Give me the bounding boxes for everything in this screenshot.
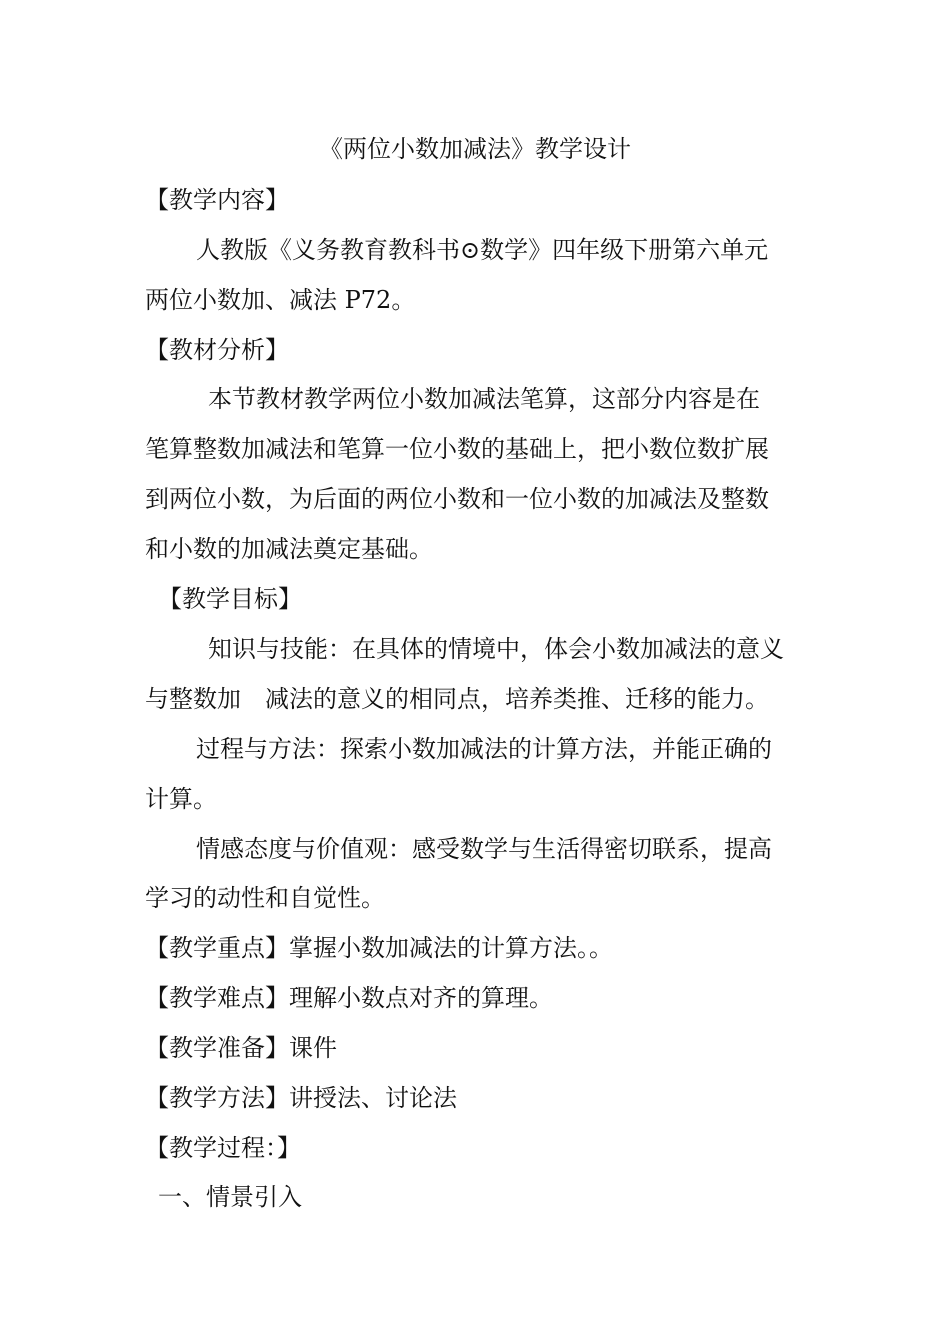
content-line-2: 两位小数加、减法 P72。 bbox=[145, 286, 416, 314]
analysis-line-2: 笔算整数加减法和笔算一位小数的基础上，把小数位数扩展 bbox=[145, 435, 769, 463]
analysis-line-3: 到两位小数，为后面的两位小数和一位小数的加减法及整数 bbox=[145, 485, 769, 513]
goals-emotion-line-1: 情感态度与价值观：感受数学与生活得密切联系，提高 bbox=[196, 835, 772, 863]
goals-process-line-1: 过程与方法：探索小数加减法的计算方法，并能正确的 bbox=[196, 735, 772, 763]
goals-process-line-2: 计算。 bbox=[145, 785, 217, 813]
content-heading: 【教学内容】 bbox=[145, 186, 289, 214]
goals-emotion-line-2: 学习的动性和自觉性。 bbox=[145, 884, 385, 912]
goals-knowledge-line-2-part-b: 减法的意义的相同点，培养类推、迁移的能力。 bbox=[265, 685, 769, 713]
section-1-heading: 一、情景引入 bbox=[158, 1183, 302, 1211]
preparation: 【教学准备】课件 bbox=[145, 1034, 337, 1062]
analysis-line-4: 和小数的加减法奠定基础。 bbox=[145, 535, 433, 563]
process-heading: 【教学过程：】 bbox=[145, 1134, 301, 1162]
teaching-method: 【教学方法】讲授法、讨论法 bbox=[145, 1084, 457, 1112]
analysis-line-1: 本节教材教学两位小数加减法笔算，这部分内容是在 bbox=[208, 385, 760, 413]
difficulty: 【教学难点】理解小数点对齐的算理。 bbox=[145, 984, 553, 1012]
content-line-1: 人教版《义务教育教科书⊙数学》四年级下册第六单元 bbox=[196, 236, 769, 264]
goals-knowledge-line-2-part-a: 与整数加 bbox=[145, 685, 241, 713]
goals-heading: 【教学目标】 bbox=[158, 585, 302, 613]
goals-knowledge-line-2 bbox=[145, 684, 769, 714]
document-title: 《两位小数加减法》教学设计 bbox=[319, 135, 631, 163]
analysis-heading: 【教材分析】 bbox=[145, 336, 289, 364]
goals-knowledge-line-1: 知识与技能：在具体的情境中，体会小数加减法的意义 bbox=[208, 635, 784, 663]
key-point: 【教学重点】掌握小数加减法的计算方法。。 bbox=[145, 934, 613, 962]
